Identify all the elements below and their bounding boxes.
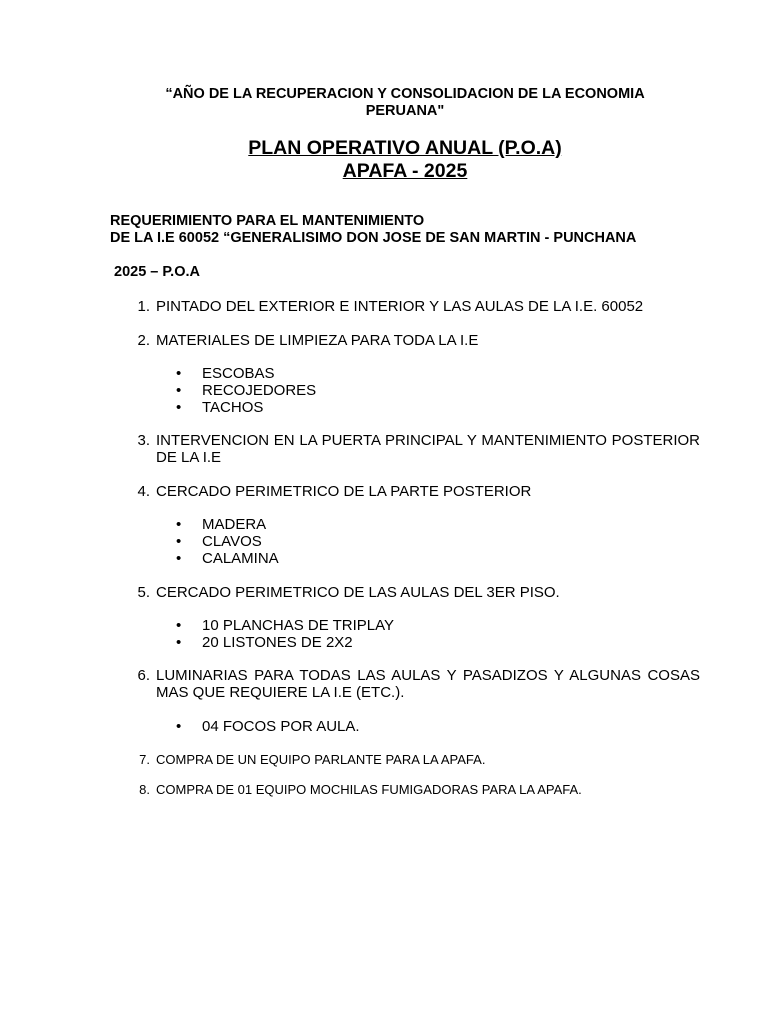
bullet-text: RECOJEDORES xyxy=(202,382,317,399)
requirement-heading-line1: REQUERIMIENTO PARA EL MANTENIMIENTO xyxy=(110,213,425,229)
list-item-number: 5. xyxy=(137,584,150,601)
bullet-text: CALAMINA xyxy=(202,550,279,567)
bullet-glyph: • xyxy=(176,718,182,735)
list-item-text: INTERVENCION EN LA PUERTA PRINCIPAL Y MANTENIMIENTO POSTERIOR DE LA I.E xyxy=(156,432,700,466)
bullet-glyph: • xyxy=(176,617,182,634)
list-item-number: 4. xyxy=(137,483,150,500)
list-item-text: CERCADO PERIMETRICO DE LAS AULAS DEL 3ER PISO. xyxy=(156,584,560,601)
document-subtitle: APAFA - 2025 xyxy=(342,160,468,182)
bullet-glyph: • xyxy=(176,382,182,399)
list-item-number: 3. xyxy=(137,432,150,449)
bullet-glyph: • xyxy=(176,634,182,651)
bullet-text: 04 FOCOS POR AULA. xyxy=(202,718,360,735)
bullet-text: MADERA xyxy=(202,516,267,533)
list-item-text: LUMINARIAS PARA TODAS LAS AULAS Y PASADIZOS Y ALGUNAS COSAS MAS QUE REQUIERE LA I.E (ETC.). xyxy=(156,667,700,701)
bullet-text: 20 LISTONES DE 2X2 xyxy=(202,634,353,651)
bullet-glyph: • xyxy=(176,399,182,416)
bullet-glyph: • xyxy=(176,533,182,550)
list-item-text: MATERIALES DE LIMPIEZA PARA TODA LA I.E xyxy=(156,332,479,349)
list-item-text: COMPRA DE UN EQUIPO PARLANTE PARA LA APAFA. xyxy=(156,752,486,767)
document-title: PLAN OPERATIVO ANUAL (P.O.A) xyxy=(248,137,562,159)
list-item-text: CERCADO PERIMETRICO DE LA PARTE POSTERIOR xyxy=(156,483,532,500)
list-item-number: 2. xyxy=(137,332,150,349)
list-item-text: PINTADO DEL EXTERIOR E INTERIOR Y LAS AULAS DE LA I.E. 60052 xyxy=(156,298,644,315)
list-item-number: 8. xyxy=(139,782,150,797)
bullet-text: 10 PLANCHAS DE TRIPLAY xyxy=(202,617,395,634)
bullet-text: ESCOBAS xyxy=(202,365,275,382)
list-item-number: 7. xyxy=(139,752,150,767)
list-item-text: COMPRA DE 01 EQUIPO MOCHILAS FUMIGADORAS PARA LA APAFA. xyxy=(156,782,582,797)
bullet-glyph: • xyxy=(176,516,182,533)
list-item-number: 1. xyxy=(137,298,150,315)
requirement-heading-line2: DE LA I.E 60052 “GENERALISIMO DON JOSE DE SAN MARTIN - PUNCHANA xyxy=(110,230,637,246)
list-item-number: 6. xyxy=(137,667,150,684)
section-label: 2025 – P.O.A xyxy=(114,264,200,280)
bullet-glyph: • xyxy=(176,365,182,382)
bullet-text: CLAVOS xyxy=(202,533,262,550)
bullet-text: TACHOS xyxy=(202,399,264,416)
year-motto: “AÑO DE LA RECUPERACION Y CONSOLIDACION DE LA ECONOMIA PERUANA" xyxy=(165,86,645,119)
bullet-glyph: • xyxy=(176,550,182,567)
